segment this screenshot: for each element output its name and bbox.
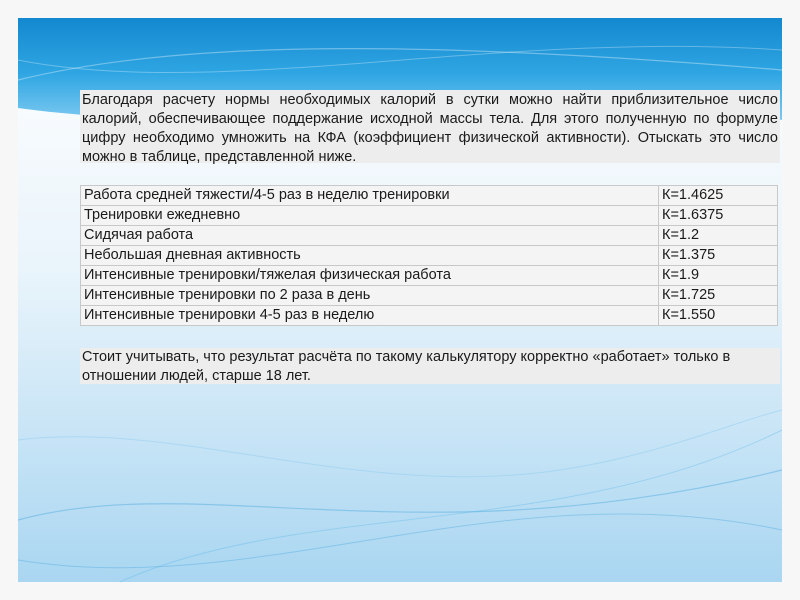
activity-coefficient-table: [80, 185, 778, 326]
coefficient-cell: К=1.6375: [659, 206, 778, 226]
intro-text: Благодаря расчету нормы необходимых калорий в сутки можно найти приблизительное число калорий, обеспечивающее поддержание исходной массы тела. Для этого полученную по формуле цифру необходимо умножить на КФА (коэффициент физической активности). Отыскать это число можно в таблице, представленной ниже.: [82, 92, 778, 165]
activity-cell: Интенсивные тренировки 4-5 раз в неделю: [81, 306, 659, 326]
intro-panel: [80, 90, 780, 163]
note-panel: [80, 348, 780, 384]
coefficient-cell: К=1.550: [659, 306, 778, 326]
table-row: [81, 306, 778, 326]
table-row: [81, 246, 778, 266]
table-row: [81, 206, 778, 226]
activity-cell: Тренировки ежедневно: [81, 206, 659, 226]
table-row: [81, 186, 778, 206]
table-row: [81, 266, 778, 286]
coefficient-cell: К=1.9: [659, 266, 778, 286]
coefficient-cell: К=1.2: [659, 226, 778, 246]
activity-cell: Интенсивные тренировки/тяжелая физическая работа: [81, 266, 659, 286]
coefficient-cell: К=1.725: [659, 286, 778, 306]
activity-cell: Работа средней тяжести/4-5 раз в неделю тренировки: [81, 186, 659, 206]
activity-cell: Интенсивные тренировки по 2 раза в день: [81, 286, 659, 306]
activity-cell: Небольшая дневная активность: [81, 246, 659, 266]
activity-cell: Сидячая работа: [81, 226, 659, 246]
table-row: [81, 226, 778, 246]
note-text: Стоит учитывать, что результат расчёта по такому калькулятору корректно «работает» только в отношении людей, старше 18 лет.: [82, 349, 731, 384]
coefficient-cell: К=1.4625: [659, 186, 778, 206]
table-row: [81, 286, 778, 306]
coefficient-cell: К=1.375: [659, 246, 778, 266]
